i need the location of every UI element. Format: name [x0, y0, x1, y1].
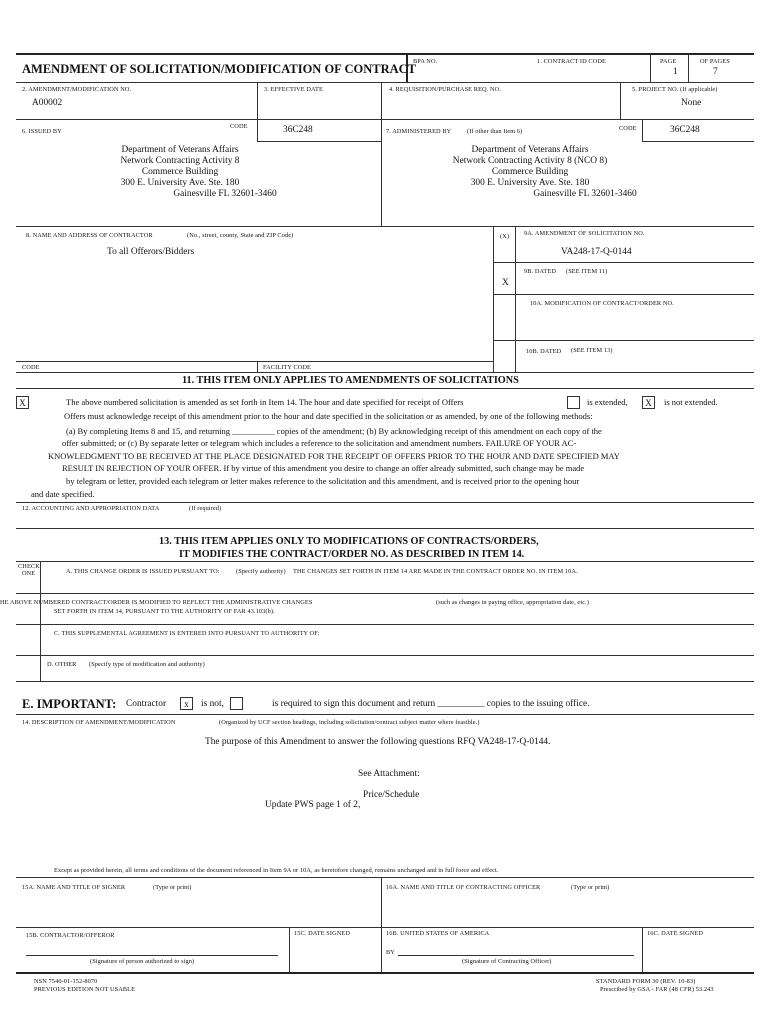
sig-16c-divider: [642, 927, 643, 972]
contractor-offeror-label: 15B. CONTRACTOR/OFFEROR: [26, 932, 115, 939]
row2-divider-c: [620, 82, 621, 119]
issued-by-code-label: CODE: [230, 123, 248, 130]
project-no-value: None: [681, 98, 702, 108]
row1-bottom-line: [16, 82, 754, 83]
row2-divider-b: [381, 82, 382, 226]
is-not-check-mark: x: [184, 699, 189, 709]
item9-check-mark: X: [502, 278, 509, 288]
item11-line3: (a) By completing Items 8 and 15, and returning __________ copies of the amendment; (b) By acknowledging receipt of this amendment on each copy of the: [66, 426, 602, 436]
page-label: PAGE: [660, 58, 677, 65]
issued-by-label: 6. ISSUED BY: [22, 128, 62, 135]
item11-top-line: [16, 372, 754, 373]
item11-line6: RESULT IN REJECTION OF YOUR OFFER. If by virtue of this amendment you desire to change an offer already submitted, such change may be made: [62, 463, 585, 473]
item13-heading-1: 13. THIS ITEM APPLIES ONLY TO MODIFICATIONS OF CONTRACTS/ORDERS,: [159, 536, 539, 547]
signer-name-label: 15A. NAME AND TITLE OF SIGNER: [22, 884, 126, 891]
item11-line8: and date specified.: [31, 489, 95, 499]
dated-10b-qualifier: (SEE ITEM 13): [571, 347, 613, 354]
item12-top-line: [16, 502, 754, 503]
form-bottom-border: [16, 972, 754, 974]
x-column-label: (X): [500, 233, 510, 240]
item13d-label: D. OTHER: [47, 661, 77, 668]
bpa-label: BPA NO.: [413, 58, 438, 65]
item14-update-pws: Update PWS page 1 of 2,: [265, 800, 361, 810]
item14-see-attachment: See Attachment:: [358, 769, 420, 779]
not-extended-label: is not extended.: [664, 397, 718, 407]
date-signed-16c-label: 16C. DATE SIGNED: [647, 930, 703, 937]
amendment-9a-label: 9A. AMENDMENT OF SOLICITATION NO.: [524, 230, 645, 237]
of-pages-divider: [688, 53, 689, 82]
administered-by-label: 7. ADMINISTERED BY: [386, 128, 452, 135]
item13a-rest: THE CHANGES SET FORTH IN ITEM 14 ARE MADE IN THE CONTRACT ORDER NO. IN ITEM 10A.: [293, 568, 578, 575]
administered-by-address-line: Gainesville FL 32601-3460: [533, 189, 637, 199]
item11-check-mark: X: [19, 398, 26, 408]
item13a-label: A. THIS CHANGE ORDER IS ISSUED PURSUANT TO:: [66, 568, 220, 575]
extended-label: is extended,: [587, 397, 628, 407]
item12-qualifier: (If required): [189, 505, 222, 512]
x-col-divider: [515, 226, 516, 372]
item11-line7: by telegram or letter, provided each telegram or letter makes reference to the solicitation and this amendment, and is received prior to the opening hour: [66, 476, 580, 486]
is-checkbox[interactable]: [230, 697, 243, 710]
previous-edition: PREVIOUS EDITION NOT USABLE: [34, 986, 136, 993]
issued-by-address-line: 300 E. University Ave. Ste. 180: [120, 178, 240, 188]
row6-bottom-line: [16, 226, 754, 227]
item13b-bottom: [16, 624, 754, 625]
signature-officer-caption: (Signature of Contracting Officer): [462, 958, 552, 965]
page-divider: [650, 53, 651, 82]
item13d-qualifier: (Specify type of modification and authority): [89, 661, 205, 668]
code-row-top: [16, 361, 493, 362]
important-contractor: Contractor: [126, 699, 167, 709]
sig-line-16b: [398, 955, 634, 956]
administered-by-address-line: Commerce Building: [491, 167, 569, 177]
sig-15c-divider: [289, 927, 290, 972]
code6-divider: [257, 119, 258, 141]
issued-by-address: [60, 145, 300, 200]
facility-divider: [257, 361, 258, 372]
line-9b-bottom: [493, 294, 754, 295]
code7-underline: [642, 141, 754, 142]
code-label: CODE: [22, 364, 40, 371]
by-label: BY: [386, 949, 395, 956]
item14-label: 14. DESCRIPTION OF AMENDMENT/MODIFICATION: [22, 719, 176, 726]
contractor-value: To all Offerors/Bidders: [107, 247, 195, 257]
check-col-divider: [40, 561, 41, 681]
important-bottom: [16, 714, 754, 715]
sig-line-15b: [26, 955, 278, 956]
nsn-number: NSN 7540-01-152-8070: [34, 978, 98, 985]
administered-by-address-line: 300 E. University Ave. Ste. 180: [470, 178, 590, 188]
amendment-no-label: 2. AMENDMENT/MODIFICATION NO.: [22, 86, 132, 93]
standard-form: STANDARD FORM 30 (REV. 10-83): [596, 978, 696, 985]
row2-bottom-line: [16, 119, 754, 120]
issued-by-address-line: Gainesville FL 32601-3460: [173, 189, 277, 199]
sig-center-divider: [381, 877, 382, 972]
item12-label: 12. ACCOUNTING AND APPROPRIATION DATA: [22, 505, 160, 512]
signer-name-qualifier: (Type or print): [153, 884, 192, 891]
of-pages-label: OF PAGES: [700, 58, 730, 65]
administered-by-address-line: Department of Veterans Affairs: [471, 145, 589, 155]
line-9a-bottom: [493, 262, 754, 263]
one-label: ONE: [22, 570, 36, 577]
requisition-label: 4. REQUISITION/PURCHASE REQ. NO.: [389, 86, 501, 93]
is-not-checkbox[interactable]: [180, 697, 193, 710]
officer-name-qualifier: (Type or print): [571, 884, 610, 891]
not-extended-check-mark: X: [645, 398, 652, 408]
item13b-qualifier: (such as changes in paying office, appropriation date, etc.): [436, 599, 589, 606]
form-title: AMENDMENT OF SOLICITATION/MODIFICATION OF CONTRACT: [22, 62, 417, 76]
check-one-label: [18, 563, 40, 577]
item13-heading-2: IT MODIFIES THE CONTRACT/ORDER NO. AS DESCRIBED IN ITEM 14.: [179, 549, 525, 560]
item11-checkbox[interactable]: [16, 396, 29, 409]
sig-row-top: [16, 927, 754, 928]
item13d-bottom: [16, 681, 754, 682]
item11-line5: KNOWLEDGMENT TO BE RECEIVED AT THE PLACE DESIGNATED FOR THE RECEIPT OF OFFERS PRIOR TO THE HOUR AND DATE SPECIFIED MAY: [48, 451, 620, 461]
item14-qualifier: (Organized by UCF section headings, including solicitation/contract subject matter where feasible.): [219, 719, 480, 726]
issued-by-address-line: Department of Veterans Affairs: [121, 145, 239, 155]
item11-line2: Offers must acknowledge receipt of this amendment prior to the hour and date specified in the solicitation or as amended, by one of the following methods:: [64, 411, 593, 421]
item11-line1: The above numbered solicitation is amended as set forth in Item 14. The hour and date specified for receipt of Offers: [66, 397, 464, 407]
item13a-qualifier: (Specify authority): [236, 568, 286, 575]
contractor-qualifier: (No., street, county, State and ZIP Code): [187, 232, 294, 239]
item11-heading-bottom: [16, 388, 754, 389]
contractor-label: 8. NAME AND ADDRESS OF CONTRACTOR: [26, 232, 153, 239]
important-rest: is required to sign this document and return __________ copies to the issuing office.: [272, 699, 590, 709]
code7-divider: [642, 119, 643, 141]
item14-footer-note: Except as provided herein, all terms and conditions of the document referenced in Item 9A or 10A, as heretofore changed, remains unchanged and in full force and effect.: [54, 867, 499, 874]
item13b-label: HE ABOVE NUMBERED CONTRACT/ORDER IS MODIFIED TO REFLECT THE ADMINISTRATIVE CHANGES: [0, 599, 313, 606]
administered-by-code-value: 36C248: [670, 125, 700, 135]
dated-9b-qualifier: (SEE ITEM 11): [566, 268, 608, 275]
item11-heading: 11. THIS ITEM ONLY APPLIES TO AMENDMENTS OF SOLICITATIONS: [182, 375, 519, 386]
page-value: 1: [673, 67, 678, 77]
amendment-no-value: A00002: [32, 98, 63, 108]
facility-code-label: FACILITY CODE: [263, 364, 311, 371]
item13-top-line: [16, 528, 754, 529]
officer-name-label: 16A. NAME AND TITLE OF CONTRACTING OFFICER: [386, 884, 541, 891]
amendment-9a-value: VA248-17-Q-0144: [561, 247, 632, 257]
issued-by-code-value: 36C248: [283, 125, 313, 135]
extended-checkbox[interactable]: [567, 396, 580, 409]
of-pages-value: 7: [713, 67, 718, 77]
administered-by-code-label: CODE: [619, 125, 637, 132]
issued-by-address-line: Commerce Building: [141, 167, 219, 177]
item13b-label-2: SET FORTH IN ITEM 14, PURSUANT TO THE AUTHORITY OF FAR 43.103(b).: [54, 608, 275, 615]
item13c-bottom: [16, 655, 754, 656]
item13-heading-bottom: [16, 561, 754, 562]
item14-purpose: The purpose of this Amendment to answer the following questions RFQ VA248-17-Q-0144.: [205, 737, 551, 747]
signature-person-caption: (Signature of person authorized to sign): [90, 958, 195, 965]
administered-by-address: [405, 145, 655, 200]
effective-date-label: 3. EFFECTIVE DATE: [264, 86, 323, 93]
contract-id-label: 1. CONTRACT ID CODE: [537, 58, 606, 65]
not-extended-checkbox[interactable]: [642, 396, 655, 409]
item11-line4: offer submitted; or (c) By separate letter or telegram which includes a reference to the solicitation and amendment numbers. FAILURE OF YOUR AC-: [62, 438, 577, 448]
issued-by-address-line: Network Contracting Activity 8: [120, 156, 240, 166]
item14-price-schedule: Price/Schedule: [363, 790, 420, 800]
item13c-label: C. THIS SUPPLEMENTAL AGREEMENT IS ENTERED INTO PURSUANT TO AUTHORITY OF:: [54, 630, 320, 637]
item13a-bottom: [16, 593, 754, 594]
united-states-label: 16B. UNITED STATES OF AMERICA: [386, 930, 490, 937]
prescribed-by: Prescribed by GSA - FAR (48 CFR) 53.243: [600, 986, 714, 993]
contractor-divider: [493, 226, 494, 372]
item14-footer-top: [16, 877, 754, 878]
important-label: E. IMPORTANT:: [22, 697, 117, 711]
modification-10a-label: 10A. MODIFICATION OF CONTRACT/ORDER NO.: [530, 300, 674, 307]
row2-divider-a: [257, 82, 258, 119]
date-signed-15c-label: 15C. DATE SIGNED: [294, 930, 350, 937]
dated-9b-label: 9B. DATED: [524, 268, 557, 275]
form-top-border: [16, 53, 754, 55]
line-10a-bottom: [493, 340, 754, 341]
administered-by-address-line: Network Contracting Activity 8 (NCO 8): [452, 156, 608, 166]
project-no-label: 5. PROJECT NO. (If applicable): [632, 86, 718, 93]
dated-10b-label: 10B. DATED: [526, 348, 562, 355]
administered-by-qualifier: (If other than Item 6): [467, 128, 523, 135]
important-is-not: is not,: [201, 699, 224, 709]
code6-underline: [257, 141, 381, 142]
check-label: CHECK: [18, 563, 40, 570]
